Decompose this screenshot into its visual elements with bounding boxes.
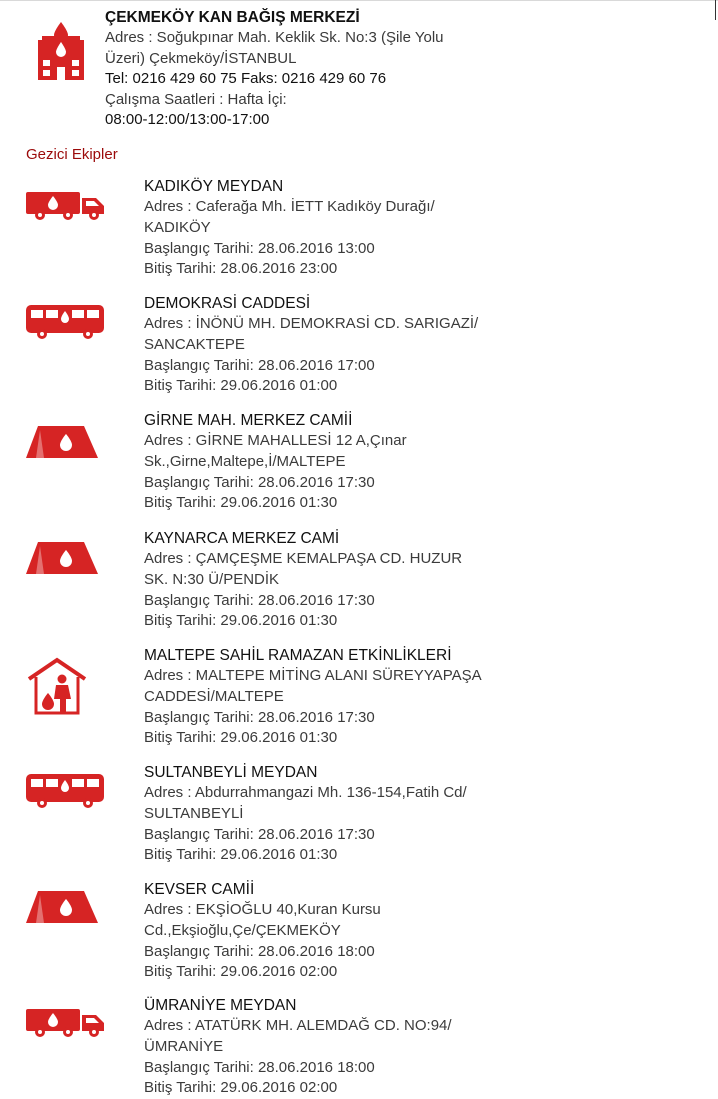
team-end-date: Bitiş Tarihi: 29.06.2016 01:30 <box>144 729 338 747</box>
team-address-line-1: Adres : GİRNE MAHALLESİ 12 A,Çınar <box>144 432 407 449</box>
section-title-mobile-teams: Gezici Ekipler <box>26 146 118 163</box>
center-address-line-2: Üzeri) Çekmeköy/İSTANBUL <box>105 49 297 67</box>
team-name: KADIKÖY MEYDAN <box>144 178 284 195</box>
tent-icon <box>26 424 106 472</box>
team-name: GİRNE MAH. MERKEZ CAMİİ <box>144 412 353 429</box>
team-address-line-1: Adres : İNÖNÜ MH. DEMOKRASİ CD. SARIGAZİ/ <box>144 315 479 332</box>
center-phone[interactable]: Tel: 0216 429 60 75 Faks: 0216 429 60 76 <box>105 70 387 87</box>
team-start-date: Başlangıç Tarihi: 28.06.2016 18:00 <box>144 1058 375 1076</box>
center-hours-line-2: 08:00-12:00/13:00-17:00 <box>105 111 270 128</box>
team-start-date: Başlangıç Tarihi: 28.06.2016 17:30 <box>144 591 375 609</box>
team-name: SULTANBEYLİ MEYDAN <box>144 764 318 781</box>
truck-icon <box>26 190 106 238</box>
team-address-line-1: Adres : EKŞİOĞLU 40,Kuran Kursu <box>144 901 381 918</box>
team-address-line-1: Adres : Abdurrahmangazi Mh. 136-154,Fatih Cd/ <box>144 784 467 801</box>
center-title: ÇEKMEKÖY KAN BAĞIŞ MERKEZİ <box>105 9 360 26</box>
team-address-line-1: Adres : Caferağa Mh. İETT Kadıköy Durağı/ <box>144 198 435 215</box>
team-address-line-1: Adres : MALTEPE MİTİNG ALANI SÜREYYAPAŞA <box>144 667 482 684</box>
team-start-date: Başlangıç Tarihi: 28.06.2016 18:00 <box>144 942 375 960</box>
tent-icon <box>26 540 106 588</box>
team-start-date: Başlangıç Tarihi: 28.06.2016 17:30 <box>144 825 375 843</box>
team-address-line-2: Sk.,Girne,Maltepe,İ/MALTEPE <box>144 452 346 470</box>
team-end-date: Bitiş Tarihi: 29.06.2016 01:30 <box>144 494 338 512</box>
team-name: KEVSER CAMİİ <box>144 881 255 898</box>
team-start-date: Başlangıç Tarihi: 28.06.2016 17:30 <box>144 473 375 491</box>
team-start-date: Başlangıç Tarihi: 28.06.2016 17:30 <box>144 708 375 726</box>
team-name: ÜMRANİYE MEYDAN <box>144 997 297 1014</box>
scroll-edge <box>715 0 716 20</box>
blood-center-building-icon <box>34 22 88 82</box>
team-end-date: Bitiş Tarihi: 29.06.2016 02:00 <box>144 963 338 981</box>
team-address-line-2: ÜMRANİYE <box>144 1037 224 1055</box>
team-address-line-2: SANCAKTEPE <box>144 335 245 353</box>
team-end-date: Bitiş Tarihi: 29.06.2016 01:30 <box>144 612 338 630</box>
team-end-date: Bitiş Tarihi: 29.06.2016 01:30 <box>144 846 338 864</box>
tent-icon <box>26 889 106 937</box>
bus-icon <box>26 303 106 351</box>
team-address-line-2: SK. N:30 Ü/PENDİK <box>144 570 280 588</box>
center-hours-line-1: Çalışma Saatleri : Hafta İçi: <box>105 90 287 108</box>
center-address-line-1: Adres : Soğukpınar Mah. Keklik Sk. No:3 (Şile Yolu <box>105 29 444 46</box>
bus-icon <box>26 772 106 820</box>
team-name: MALTEPE SAHİL RAMAZAN ETKİNLİKLERİ <box>144 647 452 664</box>
team-name: DEMOKRASİ CADDESİ <box>144 295 311 312</box>
team-address-line-2: SULTANBEYLİ <box>144 804 244 822</box>
team-end-date: Bitiş Tarihi: 29.06.2016 02:00 <box>144 1079 338 1097</box>
team-address-line-2: Cd.,Ekşioğlu,Çe/ÇEKMEKÖY <box>144 921 341 939</box>
donor-house-icon <box>26 657 106 717</box>
team-address-line-1: Adres : ÇAMÇEŞME KEMALPAŞA CD. HUZUR <box>144 550 463 567</box>
team-address-line-2: KADIKÖY <box>144 218 211 236</box>
team-name: KAYNARCA MERKEZ CAMİ <box>144 530 340 547</box>
top-divider <box>0 0 718 1</box>
team-end-date: Bitiş Tarihi: 28.06.2016 23:00 <box>144 260 338 278</box>
team-address-line-2: CADDESİ/MALTEPE <box>144 687 284 705</box>
team-start-date: Başlangıç Tarihi: 28.06.2016 17:00 <box>144 356 375 374</box>
truck-icon <box>26 1007 106 1055</box>
team-start-date: Başlangıç Tarihi: 28.06.2016 13:00 <box>144 239 375 257</box>
team-address-line-1: Adres : ATATÜRK MH. ALEMDAĞ CD. NO:94/ <box>144 1017 452 1034</box>
team-end-date: Bitiş Tarihi: 29.06.2016 01:00 <box>144 377 338 395</box>
